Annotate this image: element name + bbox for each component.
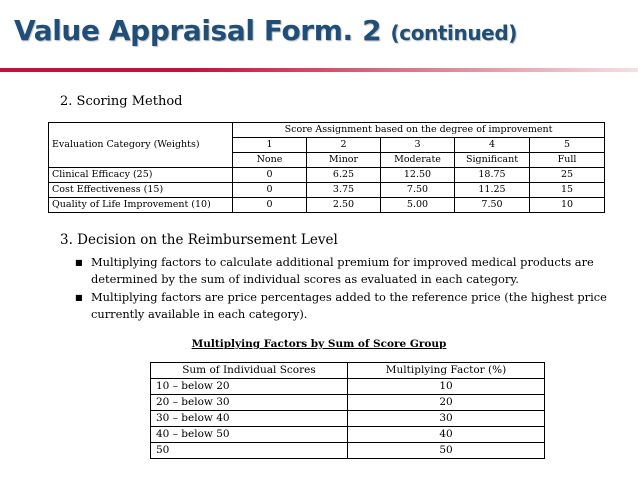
score-cell: 3.75 [307, 183, 381, 198]
score-cell: 0 [233, 198, 307, 213]
score-range-cell: 50 [151, 443, 348, 459]
score-level-cell: Full [530, 153, 605, 168]
score-cell: 6.25 [307, 168, 381, 183]
score-cell: 12.50 [381, 168, 455, 183]
factor-cell: 20 [348, 395, 545, 411]
category-cell: Clinical Efficacy (25) [49, 168, 233, 183]
score-level-cell: None [233, 153, 307, 168]
score-cell: 7.50 [381, 183, 455, 198]
score-cell: 11.25 [455, 183, 530, 198]
score-cell: 0 [233, 183, 307, 198]
page-title [14, 14, 517, 47]
score-range-cell: 30 – below 40 [151, 411, 348, 427]
section-3-heading: 3. Decision on the Reimbursement Level [60, 232, 338, 248]
category-cell: Cost Effectiveness (15) [49, 183, 233, 198]
factor-cell: 30 [348, 411, 545, 427]
scoring-method-table [48, 122, 605, 213]
score-cell: 0 [233, 168, 307, 183]
category-cell: Quality of Life Improvement (10) [49, 198, 233, 213]
score-range-cell: 40 – below 50 [151, 427, 348, 443]
title-main: Value Appraisal Form. 2 [14, 14, 382, 47]
score-cell: 2.50 [307, 198, 381, 213]
factor-cell: 50 [348, 443, 545, 459]
table-row [151, 411, 545, 427]
score-cell: 10 [530, 198, 605, 213]
table-row [151, 443, 545, 459]
section-2-heading: 2. Scoring Method [60, 94, 183, 109]
score-number-cell: 2 [307, 138, 381, 153]
score-cell: 7.50 [455, 198, 530, 213]
table-row [151, 427, 545, 443]
list-item [75, 289, 615, 323]
column-header: Multiplying Factor (%) [348, 363, 545, 379]
category-header-cell: Evaluation Category (Weights) [49, 123, 233, 168]
score-number-cell: 3 [381, 138, 455, 153]
list-item [75, 254, 615, 288]
square-bullet-icon: ■ [75, 258, 83, 267]
score-level-cell: Significant [455, 153, 530, 168]
title-sub: (continued) [390, 21, 518, 45]
square-bullet-icon: ■ [75, 293, 83, 302]
factor-cell: 10 [348, 379, 545, 395]
score-number-cell: 1 [233, 138, 307, 153]
score-number-cell: 4 [455, 138, 530, 153]
score-cell: 15 [530, 183, 605, 198]
title-divider [0, 68, 638, 72]
table-row [49, 168, 605, 183]
score-cell: 25 [530, 168, 605, 183]
score-range-cell: 20 – below 30 [151, 395, 348, 411]
bullet-text: Multiplying factors to calculate additional premium for improved medical products are determined by the sum of individual scores as evaluated in each category. [91, 255, 594, 286]
score-range-cell: 10 – below 20 [151, 379, 348, 395]
table-row [49, 198, 605, 213]
score-cell: 5.00 [381, 198, 455, 213]
bullet-text: Multiplying factors are price percentages added to the reference price (the highest price currently available in each category). [91, 290, 607, 321]
table-header-row [151, 363, 545, 379]
factor-table-caption: Multiplying Factors by Sum of Score Group [191, 338, 447, 350]
table-row [49, 183, 605, 198]
table-row [151, 395, 545, 411]
score-level-cell: Minor [307, 153, 381, 168]
score-number-cell: 5 [530, 138, 605, 153]
table-row [151, 379, 545, 395]
score-level-cell: Moderate [381, 153, 455, 168]
table-header-row [49, 123, 605, 138]
multiplying-factors-table [150, 362, 545, 459]
score-group-header-cell: Score Assignment based on the degree of improvement [233, 123, 605, 138]
score-cell: 18.75 [455, 168, 530, 183]
column-header: Sum of Individual Scores [151, 363, 348, 379]
factor-cell: 40 [348, 427, 545, 443]
decision-bullet-list [75, 254, 615, 324]
